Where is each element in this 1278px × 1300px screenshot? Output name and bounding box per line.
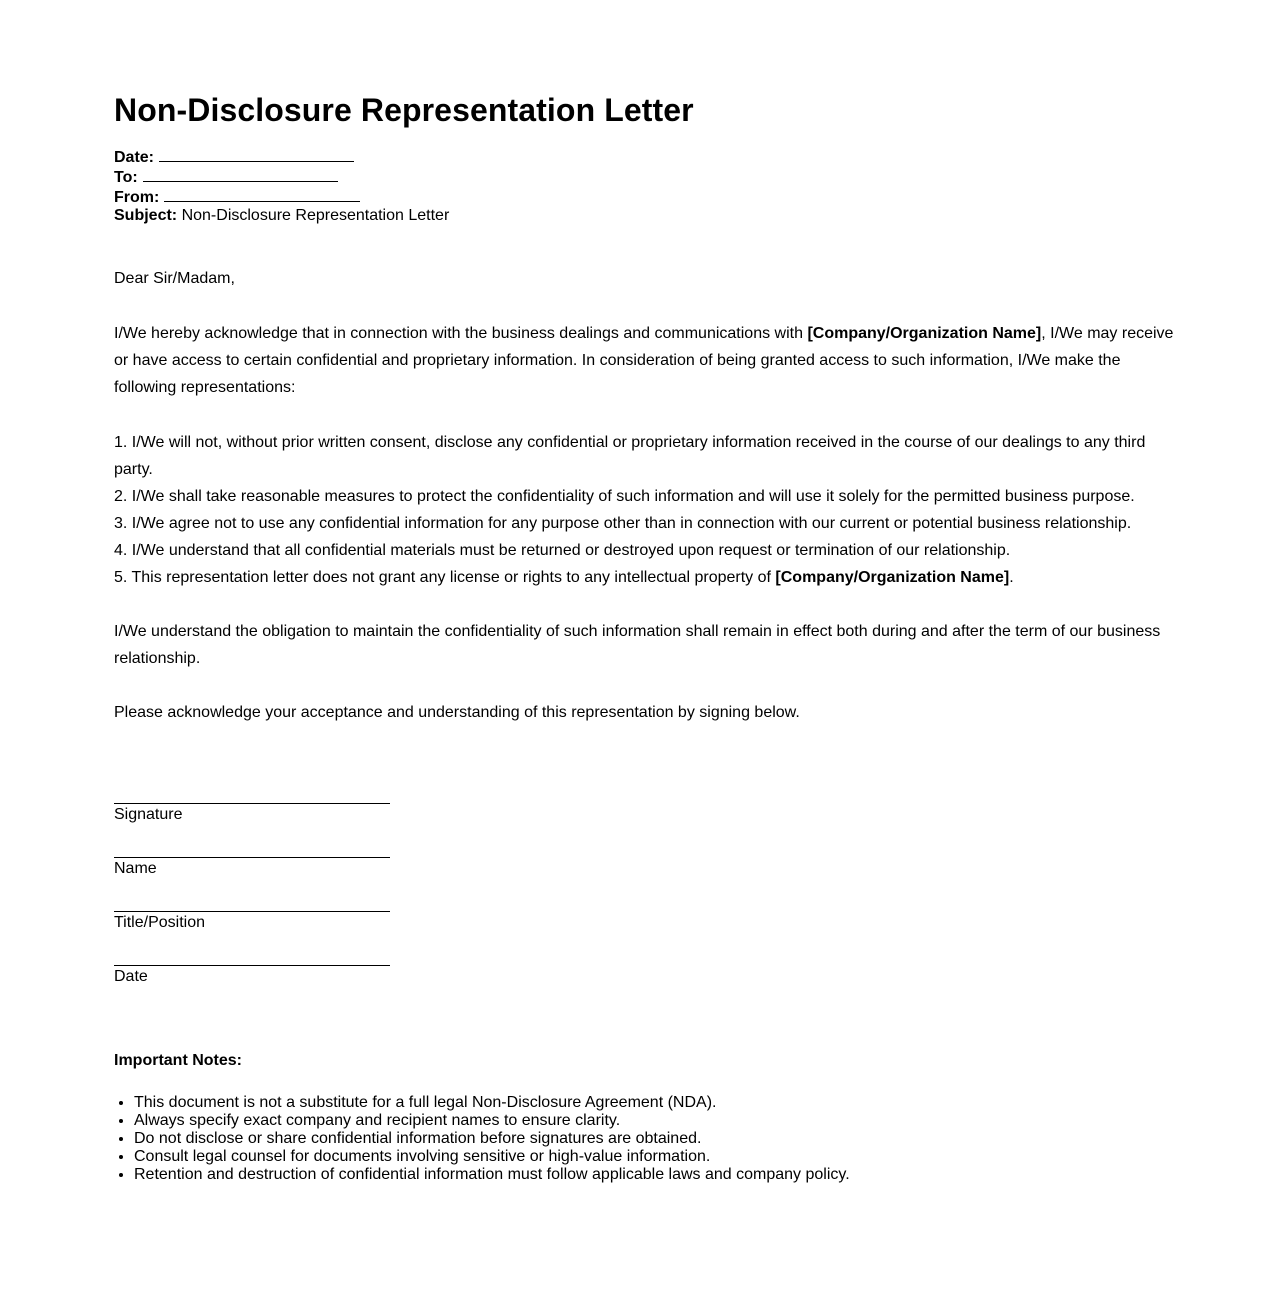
- name-label: Name: [114, 860, 157, 877]
- representation-item: [114, 564, 1174, 591]
- company-placeholder: [Company/Organization Name]: [807, 325, 1042, 342]
- greeting: Dear Sir/Madam,: [114, 270, 235, 287]
- name-line[interactable]: [114, 850, 390, 858]
- title-position-field: [114, 904, 1174, 958]
- to-label: To:: [114, 169, 138, 186]
- date-label: Date:: [114, 149, 155, 166]
- date-line: [114, 147, 1174, 167]
- representation-item: 3. I/We agree not to use any confidential information for any purpose other than in connection with our current or potential business relationship.: [114, 515, 1132, 532]
- obligation-paragraph: I/We understand the obligation to maintain the confidentiality of such information shall remain in effect both during and after the term of our business relationship.: [114, 623, 1161, 667]
- sign-date-label: Date: [114, 968, 148, 985]
- sign-date-field: [114, 958, 1174, 1012]
- to-line: [114, 167, 1174, 187]
- representation-5-end: .: [1009, 569, 1014, 586]
- representation-item: 4. I/We understand that all confidential materials must be returned or destroyed upon request or termination of our relationship.: [114, 542, 1011, 559]
- representation-item: 1. I/We will not, without prior written consent, disclose any confidential or proprietary information received in the course of our dealings to any third party.: [114, 434, 1146, 478]
- subject-line: [114, 207, 1174, 225]
- representation-5-text: 5. This representation letter does not grant any license or rights to any intellectual property of: [114, 569, 776, 586]
- from-label: From:: [114, 189, 160, 206]
- acknowledge-paragraph: Please acknowledge your acceptance and understanding of this representation by signing below.: [114, 704, 800, 721]
- note-item: • This document is not a substitute for a full legal Non-Disclosure Agreement (NDA).: [134, 1094, 1174, 1112]
- note-item: • Retention and destruction of confidential information must follow applicable laws and company policy.: [134, 1166, 1174, 1184]
- letter-content: [114, 84, 1174, 1184]
- letter-header: [114, 147, 1174, 225]
- note-item: • Consult legal counsel for documents involving sensitive or high-value information.: [134, 1148, 1174, 1166]
- subject-label: Subject:: [114, 207, 178, 224]
- document-title: Non-Disclosure Representation Letter: [114, 92, 694, 128]
- title-position-line[interactable]: [114, 904, 390, 912]
- signature-line[interactable]: [114, 796, 390, 804]
- from-blank: [164, 187, 360, 202]
- representations-list: [114, 429, 1174, 591]
- subject-value: Non-Disclosure Representation Letter: [181, 207, 450, 224]
- note-item: • Do not disclose or share confidential information before signatures are obtained.: [134, 1130, 1174, 1148]
- notes-title: Important Notes:: [114, 1052, 242, 1069]
- signature-block: [114, 796, 1174, 1012]
- title-position-label: Title/Position: [114, 914, 205, 931]
- company-placeholder: [Company/Organization Name]: [775, 569, 1010, 586]
- from-line: [114, 187, 1174, 207]
- name-field: [114, 850, 1174, 904]
- intro-text-2: , I/We may receive or have access to certain confidential and proprietary information. In consideration of being granted access to such information, I/We make the following representations:: [114, 325, 1174, 396]
- intro-paragraph: [114, 320, 1174, 401]
- intro-text-1: I/We hereby acknowledge that in connection with the business dealings and communications with: [114, 325, 808, 342]
- signature-field: [114, 796, 1174, 850]
- to-blank: [143, 167, 338, 182]
- representation-item: 2. I/We shall take reasonable measures to protect the confidentiality of such information and will use it solely for the permitted business purpose.: [114, 488, 1135, 505]
- date-blank: [159, 147, 354, 162]
- note-item: • Always specify exact company and recipient names to ensure clarity.: [134, 1112, 1174, 1130]
- sign-date-line[interactable]: [114, 958, 390, 966]
- notes-list: [114, 1094, 1174, 1184]
- signature-label: Signature: [114, 806, 183, 823]
